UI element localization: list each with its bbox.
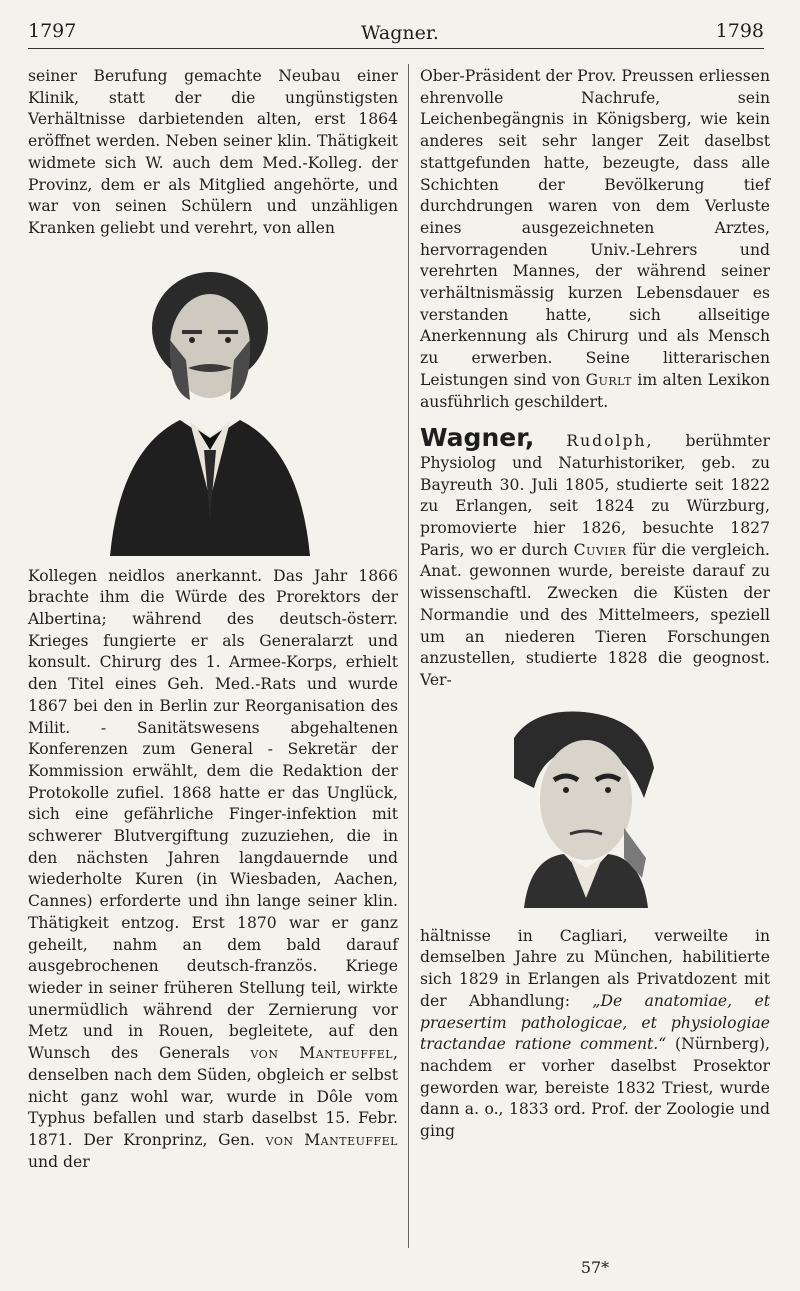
portrait-engraving-2	[474, 708, 684, 908]
header-rule	[28, 48, 764, 49]
name-manteuffel-1: Manteuffel	[299, 1044, 394, 1063]
page-number-right: 1798	[715, 20, 764, 42]
right-column	[420, 66, 770, 1143]
page-number-left: 1797	[28, 20, 77, 42]
column-divider	[408, 64, 409, 1248]
right-paragraph-3	[420, 926, 770, 1143]
right-paragraph-3b: (Nürnberg), nachdem er vorher daselbst Prosektor geworden war, bereiste 1832 Triest, wurde dann a. o., 1833 ord. Prof. der Zoologie und ging	[420, 1035, 770, 1141]
left-paragraph-2b: , denselben nach dem Süden, obgleich er selbst nicht ganz wohl war, wurde in Dôle vom Typhus befallen und starb daselbst 15. Febr. 1871. Der Kronprinz, Gen.	[28, 1044, 398, 1149]
right-paragraph-1a: Ober-Präsident der Prov. Preussen erliessen ehrenvolle Nachrufe, sein Leichenbegängnis in Königsberg, wie kein anderes seit sehr langer Zeit daselbst stattgefunden hatte, bezeugte, dass alle Schichten der Bevölkerung tief durchdrungen waren von dem Verluste eines ausgezeichneten Arztes, hervorragenden Univ.-Lehrers und verehrten Mannes, der während seiner verhältnismässig kurzen Lebensdauer es verstanden hatte, sich allseitige Anerkennung als Chirurg und als Mensch zu erwerben. Seine litterarischen Leistungen sind von	[420, 67, 770, 389]
right-paragraph-2b: für die vergleich. Anat. gewonnen wurde, bereiste darauf zu wissenschaftl. Zwecken die Küsten der Normandie und des Mittelmeers, speziell um an niederen Tieren Forschungen anzustellen, studierte 1828 die geognost. Ver-	[420, 540, 770, 689]
left-column	[28, 66, 398, 1173]
entry-wagner-rudolph	[420, 423, 770, 691]
portrait-engraving-1	[90, 250, 330, 556]
name-cuvier: Cuvier	[573, 540, 627, 559]
name-gurlt: Gurlt	[585, 370, 632, 389]
left-paragraph-2c: und der	[28, 1152, 90, 1171]
signature-mark: 57*	[580, 1258, 610, 1277]
page-header	[0, 0, 800, 50]
right-paragraph-1b: im alten Lexikon ausführlich geschildert.	[420, 370, 770, 411]
running-title: Wagner.	[361, 22, 439, 44]
name-manteuffel-2: Manteuffel	[304, 1130, 398, 1149]
name-von-2: von	[265, 1130, 294, 1149]
entry-lemma: Wagner,	[420, 423, 535, 453]
left-paragraph-2a: Kollegen neidlos anerkannt. Das Jahr 1866 brachte ihm die Würde des Prorektors der Albertina; während des deutsch-österr. Krieges fungierte er als Generalarzt und konsult. Chirurg des 1. Armee-Korps, erhielt den Titel eines Geh. Med.-Rats und wurde 1867 bei den in Berlin zur Reorganisation des Milit. - Sanitätswesens abgehaltenen Konferenzen zum General - Sekretär der Kommission erwählt, dem die Redaktion der Protokolle zufiel. 1868 hatte er das Unglück, sich eine gefährliche Finger-infektion mit schwerer Blutvergiftung zuzuziehen, die in den nächsten Jahren langdauernde und wiederholte Kuren (in Wiesbaden, Aachen, Cannes) erforderte und ihn lange seiner klin. Thätigkeit entzog. Erst 1870 war er ganz geheilt, nahm an dem bald darauf ausgebrochenen deutsch-französ. Kriege wieder in seiner früheren Stellung teil, wirkte unermüdlich während der Zernierung vor Metz und in Rouen, begleitete, auf den Wunsch des Generals	[28, 566, 398, 1063]
entry-first-name: Rudolph,	[566, 432, 654, 451]
right-paragraph-2: berühmter Physiolog und Naturhistoriker, geb. zu Bayreuth 30. Juli 1805, studierte seit 1822 zu Erlangen, seit 1824 zu Würzburg, promovierte hier 1826, besuchte 1827 Paris, wo er durch	[420, 432, 770, 559]
name-von-1: von	[250, 1044, 279, 1063]
dissertation-title: „De anatomiae, et praesertim pathologicae, et physiologiae tractandae ratione comment.“	[420, 991, 770, 1054]
left-paragraph-1: seiner Berufung gemachte Neubau einer Klinik, statt der die ungünstigsten Verhältnisse darbietenden alten, erst 1864 eröffnet werden. Neben seiner klin. Thätigkeit widmete sich W. auch dem Med.-Kolleg. der Provinz, dem er als Mitglied angehörte, und war von seinen Schülern und unzähligen Kranken geliebt und verehrt, von allen	[28, 67, 398, 237]
left-paragraph-2	[28, 566, 398, 1174]
right-paragraph-1	[420, 66, 770, 413]
right-paragraph-3a: hältnisse in Cagliari, verweilte in demselben Jahre zu München, habilitierte sich 1829 in Erlangen als Privatdozent mit der Abhandlung:	[420, 926, 770, 1010]
